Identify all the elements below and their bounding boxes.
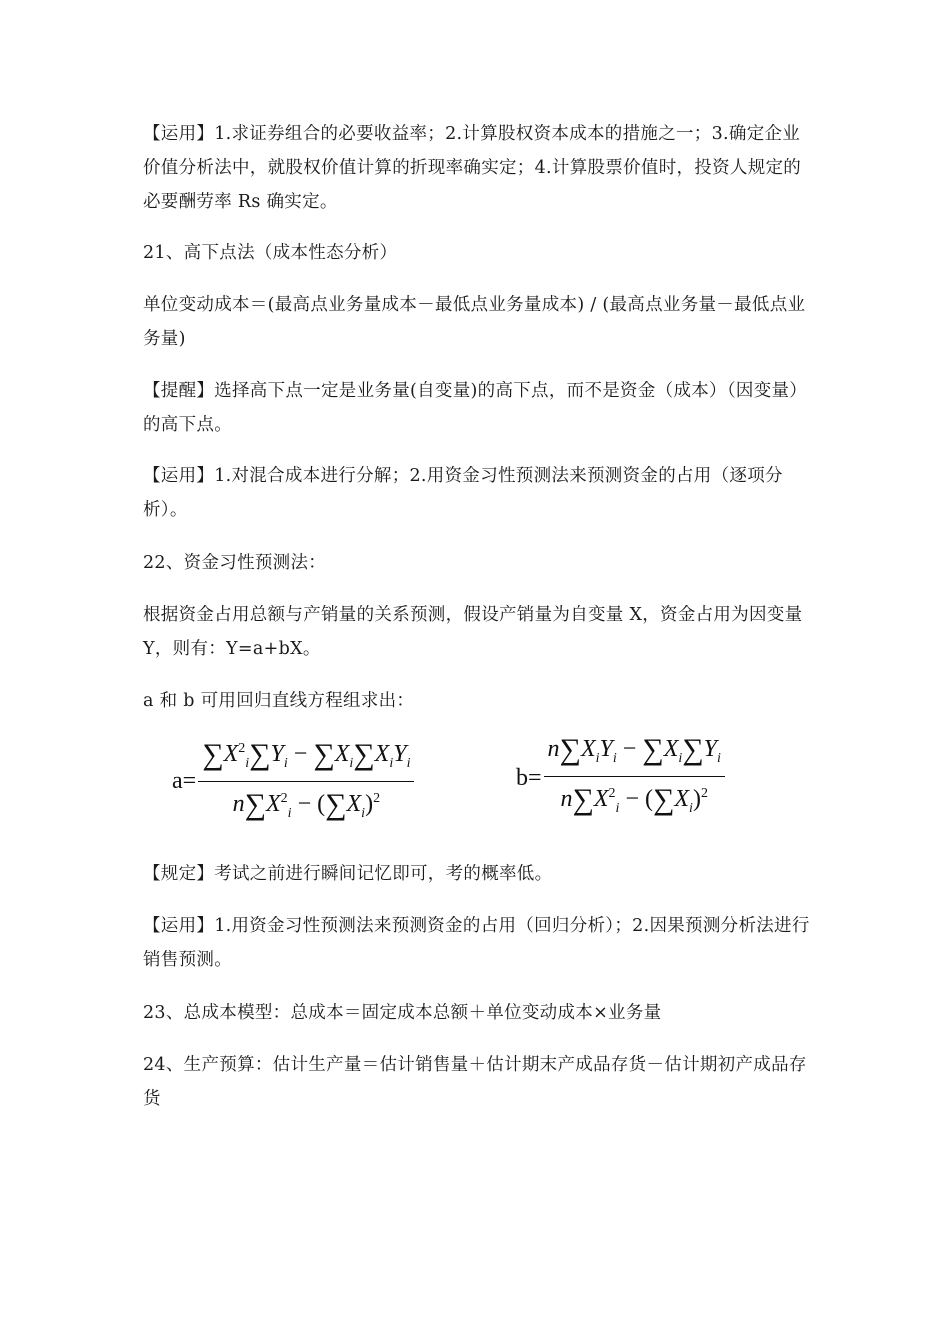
formula-b-numerator: $n\sum X_iY_i - \sum X_i\sum Y_i$ <box>547 733 721 766</box>
formula-b: b= $\frac{n\sum X_iY_i - \sum X_i\sum Y_i}{n\sum X^2_i - (\sum X_i)^2}$ <box>516 732 725 826</box>
paragraph-ab-regression: a 和 b 可用回归直线方程组求出： <box>143 691 415 711</box>
paragraph-unit-variable-cost: 单位变动成本＝(最高点业务量成本－最低点业务量成本) / (最高点业务量－最低点业务量) <box>143 295 806 349</box>
formula-b-denominator: $n\sum X^2_i - (\sum X_i)^2$ <box>560 783 708 817</box>
formula-a-numerator: $\sum X^2_i\sum Y_i - \sum X_i\sum X_iY_i$ <box>202 738 411 771</box>
paragraph-application-regression: 【运用】1.用资金习性预测法来预测资金的占用（回归分析）；2.因果预测分析法进行销售预测。 <box>143 916 810 970</box>
formula-a: a= $\frac{\sum X^2_i\sum Y_i - \sum X_i\sum X_iY_i}{n\sum X^2_i - (\sum X_i)^2}$ <box>172 732 414 831</box>
formula-a-denominator: $n\sum X^2_i - (\sum X_i)^2$ <box>232 788 381 822</box>
heading-high-low-method: 21、高下点法（成本性态分析） <box>143 243 398 263</box>
paragraph-application-mixed-cost: 【运用】1.对混合成本进行分解；2.用资金习性预测法来预测资金的占用（逐项分析）。 <box>143 466 783 520</box>
formula-b-fraction <box>544 732 725 826</box>
regression-formulas <box>172 732 792 822</box>
paragraph-production-budget: 24、生产预算：估计生产量＝估计销售量＋估计期末产成品存货－估计期初产成品存货 <box>143 1055 807 1109</box>
heading-capital-habit-forecast: 22、资金习性预测法： <box>143 553 327 573</box>
formula-a-fraction <box>198 732 414 831</box>
paragraph-regression-assumption: 根据资金占用总额与产销量的关系预测，假设产销量为自变量 X，资金占用为因变量 Y，则有：Y=a+bX。 <box>143 605 803 659</box>
paragraph-requirement: 【规定】考试之前进行瞬间记忆即可，考的概率低。 <box>143 864 553 884</box>
paragraph-total-cost-model: 23、总成本模型：总成本＝固定成本总额＋单位变动成本×业务量 <box>143 1003 662 1023</box>
paragraph-reminder: 【提醒】选择高下点一定是业务量(自变量)的高下点，而不是资金（成本）（因变量）的高下点。 <box>143 381 808 435</box>
paragraph-application-securities: 【运用】1.求证券组合的必要收益率；2.计算股权资本成本的措施之一；3.确定企业价值分析法中，就股权价值计算的折现率确实定；4.计算股票价值时，投资人规定的必要酬劳率 Rs 确实定。 <box>143 124 802 212</box>
